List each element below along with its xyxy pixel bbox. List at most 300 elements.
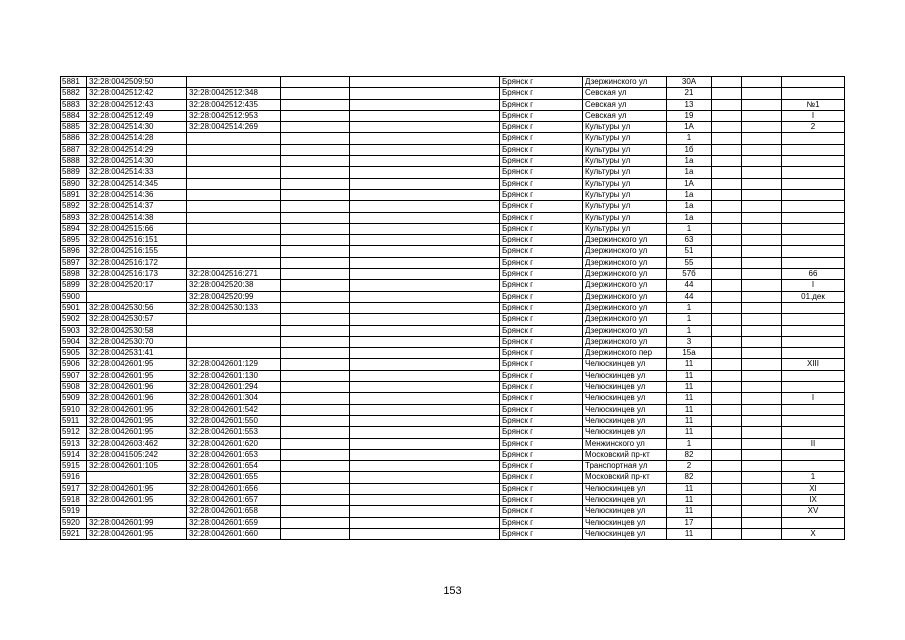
row-number-cell: 5910 [61, 404, 87, 415]
empty-cell [712, 269, 742, 280]
premises-cadastral-number-cell [187, 133, 281, 144]
empty-cell [742, 280, 782, 291]
empty-cell [350, 201, 500, 212]
empty-cell [350, 223, 500, 234]
premises-cadastral-number-cell: 32:28:0042512:435 [187, 99, 281, 110]
premises-cadastral-number-cell [187, 336, 281, 347]
street-cell: Челюскинцев ул [583, 483, 667, 494]
premises-cadastral-number-cell: 32:28:0042601:656 [187, 483, 281, 494]
table-row [61, 472, 845, 483]
city-cell: Брянск г [500, 144, 583, 155]
city-cell: Брянск г [500, 77, 583, 88]
street-cell: Челюскинцев ул [583, 427, 667, 438]
cadastral-number-cell: 32:28:0041505:242 [87, 449, 187, 460]
premises-number-cell [782, 325, 845, 336]
empty-cell [742, 506, 782, 517]
premises-cadastral-number-cell [187, 156, 281, 167]
cadastral-number-cell: 32:28:0042601:95 [87, 427, 187, 438]
empty-cell [281, 449, 350, 460]
empty-cell [281, 235, 350, 246]
premises-cadastral-number-cell [187, 212, 281, 223]
premises-number-cell: IX [782, 494, 845, 505]
empty-cell [350, 517, 500, 528]
empty-cell [281, 291, 350, 302]
house-number-cell: 11 [667, 382, 712, 393]
city-cell: Брянск г [500, 438, 583, 449]
street-cell: Челюскинцев ул [583, 382, 667, 393]
empty-cell [350, 178, 500, 189]
premises-cadastral-number-cell: 32:28:0042601:550 [187, 415, 281, 426]
empty-cell [742, 438, 782, 449]
cadastral-number-cell: 32:28:0042509:50 [87, 77, 187, 88]
empty-cell [742, 472, 782, 483]
cadastral-number-cell: 32:28:0042601:95 [87, 483, 187, 494]
house-number-cell: 44 [667, 291, 712, 302]
house-number-cell: 3 [667, 336, 712, 347]
house-number-cell: 82 [667, 472, 712, 483]
empty-cell [742, 483, 782, 494]
premises-number-cell [782, 167, 845, 178]
empty-cell [350, 99, 500, 110]
premises-number-cell [782, 404, 845, 415]
cadastral-number-cell: 32:28:0042514:36 [87, 189, 187, 200]
empty-cell [742, 314, 782, 325]
empty-cell [350, 393, 500, 404]
street-cell: Дзержинского ул [583, 302, 667, 313]
table-row [61, 302, 845, 313]
house-number-cell: 11 [667, 370, 712, 381]
empty-cell [742, 133, 782, 144]
empty-cell [281, 506, 350, 517]
street-cell: Дзержинского пер [583, 348, 667, 359]
city-cell: Брянск г [500, 314, 583, 325]
cadastral-number-cell: 32:28:0042512:43 [87, 99, 187, 110]
street-cell: Челюскинцев ул [583, 370, 667, 381]
empty-cell [742, 189, 782, 200]
row-number-cell: 5902 [61, 314, 87, 325]
premises-cadastral-number-cell: 32:28:0042520:38 [187, 280, 281, 291]
city-cell: Брянск г [500, 122, 583, 133]
empty-cell [742, 88, 782, 99]
house-number-cell: 1 [667, 438, 712, 449]
table-row [61, 528, 845, 539]
cadastral-number-cell: 32:28:0042514:28 [87, 133, 187, 144]
empty-cell [350, 156, 500, 167]
house-number-cell: 1А [667, 122, 712, 133]
row-number-cell: 5888 [61, 156, 87, 167]
house-number-cell: 11 [667, 359, 712, 370]
row-number-cell: 5914 [61, 449, 87, 460]
empty-cell [742, 359, 782, 370]
empty-cell [712, 144, 742, 155]
table-row [61, 449, 845, 460]
empty-cell [281, 269, 350, 280]
premises-cadastral-number-cell: 32:28:0042601:660 [187, 528, 281, 539]
house-number-cell: 1а [667, 156, 712, 167]
street-cell: Дзержинского ул [583, 246, 667, 257]
empty-cell [350, 461, 500, 472]
house-number-cell: 1а [667, 167, 712, 178]
empty-cell [742, 382, 782, 393]
empty-cell [712, 438, 742, 449]
empty-cell [281, 370, 350, 381]
empty-cell [742, 144, 782, 155]
row-number-cell: 5899 [61, 280, 87, 291]
premises-number-cell [782, 461, 845, 472]
street-cell: Культуры ул [583, 223, 667, 234]
table-row [61, 156, 845, 167]
house-number-cell: 11 [667, 415, 712, 426]
row-number-cell: 5884 [61, 110, 87, 121]
empty-cell [712, 110, 742, 121]
empty-cell [712, 359, 742, 370]
empty-cell [742, 336, 782, 347]
empty-cell [742, 212, 782, 223]
cadastral-number-cell: 32:28:0042601:95 [87, 359, 187, 370]
empty-cell [281, 77, 350, 88]
empty-cell [742, 415, 782, 426]
city-cell: Брянск г [500, 189, 583, 200]
row-number-cell: 5883 [61, 99, 87, 110]
premises-number-cell [782, 257, 845, 268]
street-cell: Транспортная ул [583, 461, 667, 472]
table-row [61, 77, 845, 88]
street-cell: Культуры ул [583, 201, 667, 212]
city-cell: Брянск г [500, 370, 583, 381]
empty-cell [281, 348, 350, 359]
premises-cadastral-number-cell [187, 246, 281, 257]
premises-number-cell [782, 336, 845, 347]
street-cell: Дзержинского ул [583, 77, 667, 88]
house-number-cell: 44 [667, 280, 712, 291]
empty-cell [350, 472, 500, 483]
row-number-cell: 5917 [61, 483, 87, 494]
empty-cell [712, 201, 742, 212]
premises-cadastral-number-cell [187, 167, 281, 178]
empty-cell [712, 122, 742, 133]
house-number-cell: 63 [667, 235, 712, 246]
city-cell: Брянск г [500, 382, 583, 393]
house-number-cell: 15а [667, 348, 712, 359]
cadastral-number-cell: 32:28:0042514:345 [87, 178, 187, 189]
empty-cell [350, 348, 500, 359]
empty-cell [712, 189, 742, 200]
city-cell: Брянск г [500, 506, 583, 517]
row-number-cell: 5915 [61, 461, 87, 472]
empty-cell [742, 167, 782, 178]
house-number-cell: 2 [667, 461, 712, 472]
premises-number-cell [782, 212, 845, 223]
street-cell: Культуры ул [583, 178, 667, 189]
house-number-cell: 11 [667, 483, 712, 494]
premises-number-cell [782, 178, 845, 189]
row-number-cell: 5913 [61, 438, 87, 449]
cadastral-number-cell: 32:28:0042514:30 [87, 156, 187, 167]
table-row [61, 393, 845, 404]
city-cell: Брянск г [500, 472, 583, 483]
empty-cell [281, 223, 350, 234]
empty-cell [350, 269, 500, 280]
premises-cadastral-number-cell: 32:28:0042601:129 [187, 359, 281, 370]
street-cell: Культуры ул [583, 133, 667, 144]
row-number-cell: 5904 [61, 336, 87, 347]
empty-cell [742, 404, 782, 415]
empty-cell [350, 494, 500, 505]
premises-number-cell [782, 370, 845, 381]
house-number-cell: 1 [667, 325, 712, 336]
street-cell: Челюскинцев ул [583, 393, 667, 404]
premises-cadastral-number-cell [187, 144, 281, 155]
premises-cadastral-number-cell: 32:28:0042601:294 [187, 382, 281, 393]
cadastral-number-cell: 32:28:0042512:42 [87, 88, 187, 99]
premises-number-cell [782, 156, 845, 167]
table-row [61, 461, 845, 472]
empty-cell [742, 257, 782, 268]
empty-cell [350, 438, 500, 449]
premises-number-cell [782, 314, 845, 325]
row-number-cell: 5885 [61, 122, 87, 133]
city-cell: Брянск г [500, 99, 583, 110]
premises-cadastral-number-cell [187, 189, 281, 200]
house-number-cell: 11 [667, 427, 712, 438]
table-row [61, 291, 845, 302]
premises-cadastral-number-cell: 32:28:0042601:130 [187, 370, 281, 381]
table-row [61, 167, 845, 178]
cadastral-number-cell: 32:28:0042515:66 [87, 223, 187, 234]
empty-cell [281, 88, 350, 99]
house-number-cell: 55 [667, 257, 712, 268]
premises-number-cell [782, 415, 845, 426]
row-number-cell: 5898 [61, 269, 87, 280]
cadastral-number-cell: 32:28:0042531:41 [87, 348, 187, 359]
premises-cadastral-number-cell [187, 235, 281, 246]
premises-cadastral-number-cell [187, 201, 281, 212]
premises-cadastral-number-cell: 32:28:0042601:620 [187, 438, 281, 449]
empty-cell [281, 415, 350, 426]
table-row [61, 269, 845, 280]
empty-cell [712, 223, 742, 234]
premises-cadastral-number-cell: 32:28:0042516:271 [187, 269, 281, 280]
city-cell: Брянск г [500, 88, 583, 99]
house-number-cell: 1а [667, 201, 712, 212]
street-cell: Московский пр-кт [583, 472, 667, 483]
empty-cell [712, 88, 742, 99]
row-number-cell: 5919 [61, 506, 87, 517]
empty-cell [742, 348, 782, 359]
empty-cell [712, 483, 742, 494]
empty-cell [281, 359, 350, 370]
row-number-cell: 5897 [61, 257, 87, 268]
row-number-cell: 5881 [61, 77, 87, 88]
empty-cell [742, 370, 782, 381]
empty-cell [742, 77, 782, 88]
cadastral-number-cell: 32:28:0042514:38 [87, 212, 187, 223]
city-cell: Брянск г [500, 336, 583, 347]
empty-cell [742, 325, 782, 336]
city-cell: Брянск г [500, 246, 583, 257]
row-number-cell: 5911 [61, 415, 87, 426]
premises-number-cell: XV [782, 506, 845, 517]
premises-cadastral-number-cell: 32:28:0042601:657 [187, 494, 281, 505]
house-number-cell: 11 [667, 528, 712, 539]
empty-cell [742, 427, 782, 438]
row-number-cell: 5886 [61, 133, 87, 144]
empty-cell [350, 280, 500, 291]
street-cell: Московский пр-кт [583, 449, 667, 460]
cadastral-number-cell [87, 472, 187, 483]
empty-cell [281, 122, 350, 133]
cadastral-number-cell: 32:28:0042514:30 [87, 122, 187, 133]
house-number-cell: 1 [667, 314, 712, 325]
table-row [61, 506, 845, 517]
empty-cell [742, 291, 782, 302]
cadastral-number-cell: 32:28:0042530:70 [87, 336, 187, 347]
row-number-cell: 5900 [61, 291, 87, 302]
premises-cadastral-number-cell: 32:28:0042512:348 [187, 88, 281, 99]
premises-number-cell: I [782, 393, 845, 404]
premises-number-cell [782, 201, 845, 212]
table-row [61, 325, 845, 336]
table-row [61, 382, 845, 393]
empty-cell [350, 449, 500, 460]
empty-cell [742, 246, 782, 257]
city-cell: Брянск г [500, 393, 583, 404]
empty-cell [742, 99, 782, 110]
city-cell: Брянск г [500, 212, 583, 223]
cadastral-number-cell: 32:28:0042516:151 [87, 235, 187, 246]
premises-number-cell: XIII [782, 359, 845, 370]
empty-cell [712, 415, 742, 426]
empty-cell [712, 212, 742, 223]
street-cell: Челюскинцев ул [583, 415, 667, 426]
cadastral-number-cell: 32:28:0042516:173 [87, 269, 187, 280]
empty-cell [350, 359, 500, 370]
street-cell: Дзержинского ул [583, 280, 667, 291]
empty-cell [742, 223, 782, 234]
street-cell: Культуры ул [583, 212, 667, 223]
empty-cell [350, 88, 500, 99]
empty-cell [350, 235, 500, 246]
empty-cell [281, 144, 350, 155]
city-cell: Брянск г [500, 257, 583, 268]
cadastral-number-cell: 32:28:0042512:49 [87, 110, 187, 121]
table-row [61, 415, 845, 426]
premises-cadastral-number-cell: 32:28:0042601:658 [187, 506, 281, 517]
table-row [61, 246, 845, 257]
empty-cell [350, 528, 500, 539]
row-number-cell: 5906 [61, 359, 87, 370]
empty-cell [281, 483, 350, 494]
row-number-cell: 5916 [61, 472, 87, 483]
table-row [61, 223, 845, 234]
empty-cell [712, 246, 742, 257]
city-cell: Брянск г [500, 494, 583, 505]
row-number-cell: 5901 [61, 302, 87, 313]
empty-cell [712, 133, 742, 144]
premises-number-cell: II [782, 438, 845, 449]
row-number-cell: 5890 [61, 178, 87, 189]
row-number-cell: 5909 [61, 393, 87, 404]
empty-cell [712, 449, 742, 460]
empty-cell [350, 506, 500, 517]
premises-number-cell [782, 302, 845, 313]
premises-number-cell: 01.дек [782, 291, 845, 302]
table-row [61, 189, 845, 200]
premises-number-cell [782, 427, 845, 438]
row-number-cell: 5918 [61, 494, 87, 505]
empty-cell [350, 144, 500, 155]
empty-cell [281, 189, 350, 200]
table-row [61, 212, 845, 223]
table-row [61, 404, 845, 415]
empty-cell [712, 314, 742, 325]
table-row [61, 438, 845, 449]
premises-number-cell [782, 449, 845, 460]
premises-number-cell [782, 517, 845, 528]
table-row [61, 483, 845, 494]
empty-cell [350, 122, 500, 133]
premises-number-cell: X [782, 528, 845, 539]
street-cell: Дзержинского ул [583, 291, 667, 302]
cadastral-number-cell: 32:28:0042601:95 [87, 415, 187, 426]
city-cell: Брянск г [500, 280, 583, 291]
city-cell: Брянск г [500, 156, 583, 167]
empty-cell [350, 415, 500, 426]
street-cell: Севская ул [583, 88, 667, 99]
street-cell: Дзержинского ул [583, 325, 667, 336]
premises-cadastral-number-cell: 32:28:0042601:542 [187, 404, 281, 415]
empty-cell [712, 393, 742, 404]
premises-cadastral-number-cell [187, 314, 281, 325]
empty-cell [350, 257, 500, 268]
row-number-cell: 5892 [61, 201, 87, 212]
empty-cell [281, 133, 350, 144]
empty-cell [742, 528, 782, 539]
row-number-cell: 5891 [61, 189, 87, 200]
empty-cell [350, 167, 500, 178]
empty-cell [350, 427, 500, 438]
premises-number-cell [782, 382, 845, 393]
row-number-cell: 5905 [61, 348, 87, 359]
empty-cell [712, 325, 742, 336]
city-cell: Брянск г [500, 167, 583, 178]
cadastral-number-cell: 32:28:0042601:95 [87, 494, 187, 505]
empty-cell [350, 291, 500, 302]
table-row [61, 201, 845, 212]
city-cell: Брянск г [500, 235, 583, 246]
street-cell: Культуры ул [583, 144, 667, 155]
empty-cell [281, 325, 350, 336]
empty-cell [742, 393, 782, 404]
empty-cell [712, 506, 742, 517]
row-number-cell: 5921 [61, 528, 87, 539]
house-number-cell: 1А [667, 178, 712, 189]
cadastral-number-cell: 32:28:0042603:462 [87, 438, 187, 449]
city-cell: Брянск г [500, 110, 583, 121]
empty-cell [712, 494, 742, 505]
empty-cell [350, 336, 500, 347]
city-cell: Брянск г [500, 348, 583, 359]
table-row [61, 110, 845, 121]
premises-cadastral-number-cell: 32:28:0042601:655 [187, 472, 281, 483]
city-cell: Брянск г [500, 223, 583, 234]
street-cell: Культуры ул [583, 189, 667, 200]
table-row [61, 336, 845, 347]
premises-number-cell: 1 [782, 472, 845, 483]
empty-cell [712, 336, 742, 347]
row-number-cell: 5889 [61, 167, 87, 178]
empty-cell [281, 167, 350, 178]
